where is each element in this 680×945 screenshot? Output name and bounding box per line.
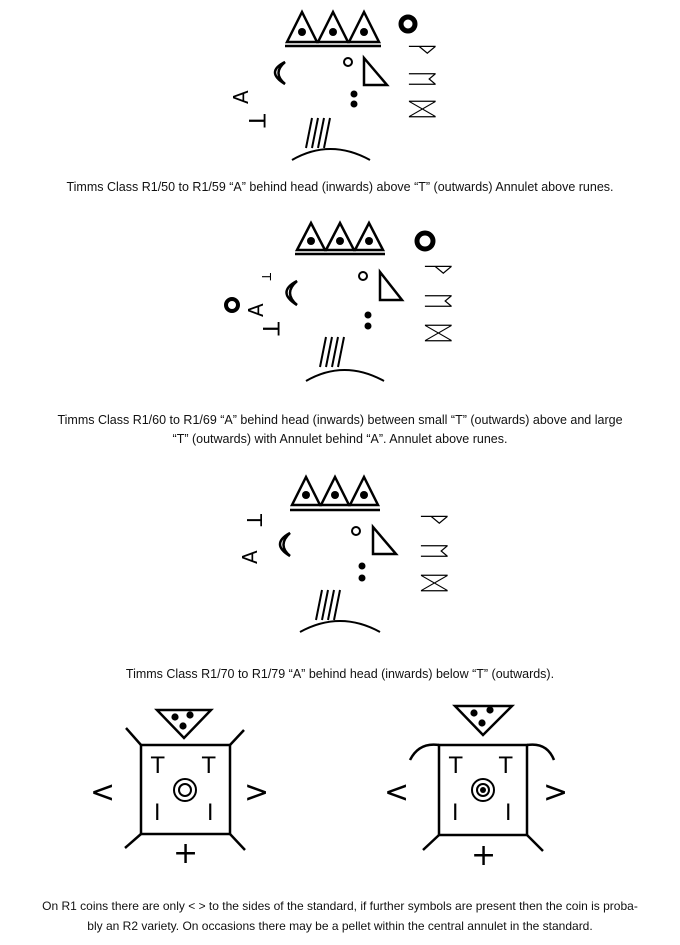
pellet <box>351 101 358 108</box>
less-than-sign: < <box>90 775 116 810</box>
crown <box>285 12 381 46</box>
eye-annulet <box>359 272 367 280</box>
figure-r1-60 <box>0 205 680 390</box>
greater-than-sign: > <box>543 775 569 810</box>
rune-1: ᚹ <box>420 260 455 278</box>
letter-a: A <box>238 550 262 564</box>
pellet <box>359 575 366 582</box>
rune-1: ᚹ <box>416 510 451 528</box>
pellet <box>359 563 366 570</box>
caption-4 <box>0 896 680 936</box>
rune-2: ᛖ <box>420 292 455 310</box>
central-pellet <box>480 787 486 793</box>
ear-crescent <box>275 62 285 84</box>
rune-1: ᚹ <box>404 40 439 58</box>
rune-3: ᛞ <box>420 324 455 342</box>
crown <box>290 477 380 510</box>
caption-text-line2: bly an R2 variety. On occasions there may be a pellet within the central annulet in the standard. <box>87 919 593 933</box>
small-letter-t: T <box>259 273 273 281</box>
ear-crescent <box>280 533 290 556</box>
annulet-above-runes <box>417 233 433 249</box>
ear-crescent <box>287 281 298 305</box>
caption-text-line1: Timms Class R1/60 to R1/69 “A” behind head (inwards) between small “T” (outwards) above and large <box>57 413 623 427</box>
pellet <box>365 312 372 319</box>
pellet <box>351 91 358 98</box>
rune-2: ᛖ <box>416 542 451 560</box>
figure-r1-70 <box>0 460 680 645</box>
large-letter-t: T <box>257 322 282 336</box>
caption-3 <box>0 665 680 684</box>
eye-annulet <box>352 527 360 535</box>
letter-i-left: I <box>452 801 459 826</box>
letter-t-left: T <box>151 754 165 779</box>
letter-a: A <box>229 90 253 104</box>
bust <box>306 337 384 381</box>
plus-sign: + <box>471 838 497 873</box>
nose-triangle <box>380 272 402 300</box>
nose-triangle <box>364 58 387 85</box>
caption-1 <box>0 178 680 197</box>
caption-text-line2: “T” (outwards) with Annulet behind “A”. Annulet above runes. <box>172 432 508 446</box>
nose-triangle <box>373 527 396 554</box>
letter-i-left: I <box>154 801 161 826</box>
bust <box>300 590 380 632</box>
figure-r1-50 <box>0 0 680 170</box>
letter-t: T <box>243 114 268 128</box>
standard-r2 <box>384 706 568 873</box>
letter-i-right: I <box>207 801 214 826</box>
greater-than-sign: > <box>244 775 270 810</box>
rune-2: ᛖ <box>404 70 439 88</box>
figure-standards <box>0 698 680 873</box>
letter-t-right: T <box>202 754 216 779</box>
caption-text: Timms Class R1/70 to R1/79 “A” behind head (inwards) below “T” (outwards). <box>125 667 555 681</box>
annulet-above-runes <box>401 17 415 31</box>
letter-t-left: T <box>449 754 463 779</box>
rune-3: ᛞ <box>404 100 439 118</box>
rune-3: ᛞ <box>416 574 451 592</box>
letter-t: T <box>242 514 266 527</box>
letter-a: A <box>244 303 268 317</box>
crown <box>295 223 385 254</box>
standard-r1 <box>90 710 269 871</box>
plus-sign: + <box>173 836 199 871</box>
letter-i-right: I <box>505 801 512 826</box>
bust <box>292 118 370 160</box>
eye-annulet <box>344 58 352 66</box>
caption-text-line1: On R1 coins there are only < > to the sides of the standard, if further symbols are present then the coin is proba- <box>42 899 638 913</box>
caption-text: Timms Class R1/50 to R1/59 “A” behind head (inwards) above “T” (outwards) Annulet above runes. <box>66 180 614 194</box>
caption-2 <box>0 411 680 449</box>
annulet-behind-a <box>226 299 238 311</box>
central-annulet <box>174 779 196 801</box>
pellet <box>365 323 372 330</box>
letter-t-right: T <box>499 754 513 779</box>
less-than-sign: < <box>384 775 410 810</box>
